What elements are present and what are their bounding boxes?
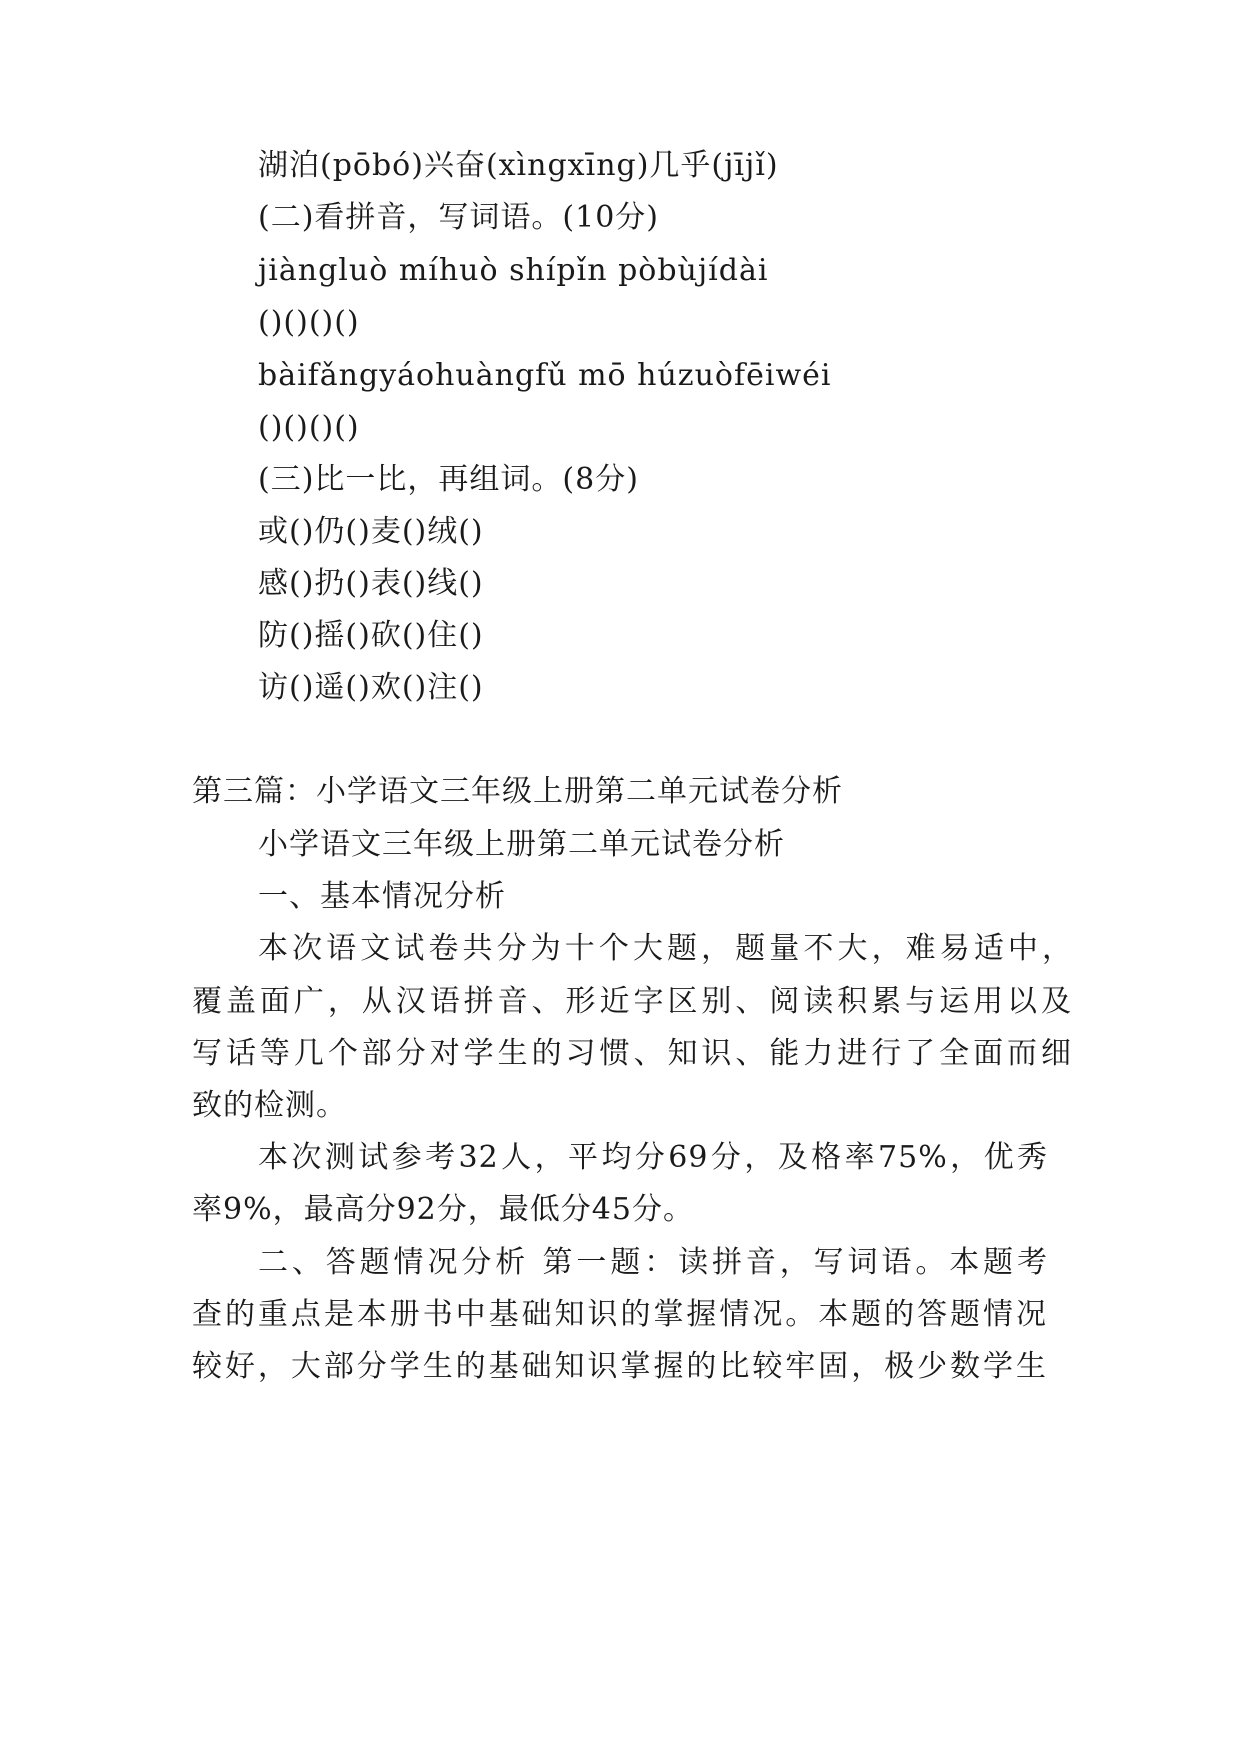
paragraph-3-line-3: 较好，大部分学生的基础知识掌握的比较牢固，极少数学生 bbox=[192, 1349, 1047, 1384]
paragraph-1-line-3: 写话等几个部分对学生的习惯、知识、能力进行了全面而细 bbox=[192, 1036, 1072, 1071]
article-subtitle: 小学语文三年级上册第二单元试卷分析 bbox=[258, 827, 785, 862]
pinyin-check-line: 湖泊(pōbó)兴奋(xìngxīng)几乎(jījǐ) bbox=[258, 148, 779, 183]
compare-row-2: 感()扔()表()线() bbox=[258, 566, 484, 601]
compare-row-1: 或()仍()麦()绒() bbox=[258, 514, 484, 549]
pinyin-row-2: bàifǎngyáohuàngfǔ mō húzuòfēiwéi bbox=[258, 358, 832, 393]
paragraph-2-line-2: 率9%，最高分92分，最低分45分。 bbox=[192, 1192, 694, 1227]
paragraph-1-line-2: 覆盖面广，从汉语拼音、形近字区别、阅读积累与运用以及 bbox=[192, 984, 1072, 1019]
paragraph-1-line-1: 本次语文试卷共分为十个大题，题量不大，难易适中， bbox=[258, 931, 1073, 966]
part-2-heading: (二)看拼音，写词语。(10分) bbox=[258, 200, 659, 235]
paragraph-3-line-2: 查的重点是本册书中基础知识的掌握情况。本题的答题情况 bbox=[192, 1297, 1047, 1332]
pinyin-row-1: jiàngluò míhuò shípǐn pòbùjídài bbox=[258, 253, 769, 288]
paragraph-2-line-1: 本次测试参考32人，平均分69分，及格率75%，优秀 bbox=[258, 1140, 1048, 1175]
part-3-heading: (三)比一比，再组词。(8分) bbox=[258, 462, 639, 497]
paragraph-1-line-4: 致的检测。 bbox=[192, 1088, 347, 1123]
paragraph-3-line-1: 二、答题情况分析 第一题：读拼音，写词语。本题考 bbox=[258, 1245, 1048, 1280]
blanks-row-1: ()()()() bbox=[258, 305, 360, 340]
compare-row-3: 防()摇()砍()住() bbox=[258, 618, 484, 653]
blanks-row-2: ()()()() bbox=[258, 410, 360, 445]
compare-row-4: 访()遥()欢()注() bbox=[258, 670, 484, 705]
heading-basic-analysis: 一、基本情况分析 bbox=[258, 879, 506, 914]
section-title: 第三篇：小学语文三年级上册第二单元试卷分析 bbox=[192, 774, 843, 809]
